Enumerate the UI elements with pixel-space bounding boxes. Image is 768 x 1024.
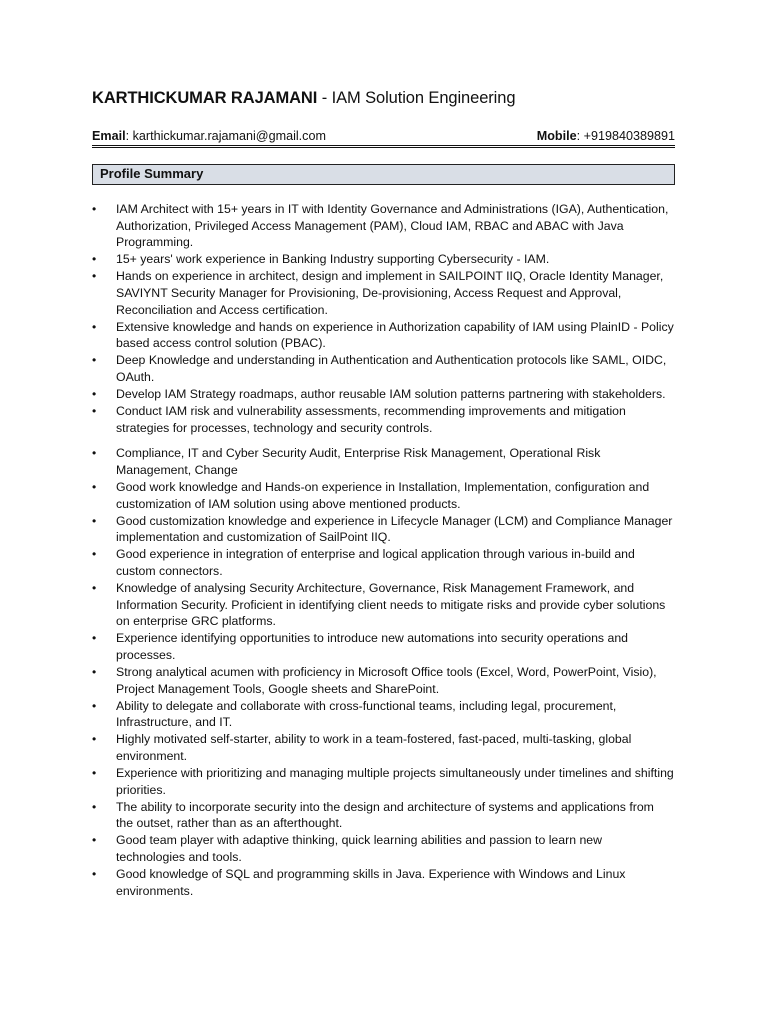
bullet-icon: • — [92, 698, 97, 713]
list-item-text: Knowledge of analysing Security Architecture, Governance, Risk Management Framework, and Information Security. Proficient in identifying client needs to mitigate risks and provide cyber solutions on enterprise GRC platforms. — [116, 581, 666, 629]
bullet-icon: • — [92, 867, 97, 882]
list-item — [92, 731, 682, 764]
candidate-role: IAM Solution Engineering — [331, 89, 516, 107]
list-item — [92, 698, 682, 731]
bullet-icon: • — [92, 353, 97, 368]
list-item — [92, 352, 682, 385]
section-title: Profile Summary — [100, 166, 204, 181]
mobile-field — [537, 129, 675, 143]
list-item — [92, 403, 682, 436]
bullet-icon: • — [92, 404, 97, 419]
list-item — [92, 630, 682, 663]
bullet-icon: • — [92, 631, 97, 646]
profile-summary-list — [92, 201, 682, 900]
list-item-text: Ability to delegate and collaborate with cross-functional teams, including legal, procurement, Infrastructure, and IT. — [116, 698, 617, 730]
bullet-icon: • — [92, 252, 97, 267]
bullet-icon: • — [92, 732, 97, 747]
resume-title — [92, 89, 515, 108]
bullet-icon: • — [92, 665, 97, 680]
candidate-name: KARTHICKUMAR RAJAMANI — [92, 89, 318, 107]
mobile-label: Mobile — [536, 129, 577, 143]
list-item-text: Good customization knowledge and experience in Lifecycle Manager (LCM) and Compliance Manager implementation and customization of SailPoint IIQ. — [116, 513, 673, 545]
list-item — [92, 765, 682, 798]
title-separator: - — [317, 89, 332, 107]
list-item-text: Compliance, IT and Cyber Security Audit, Enterprise Risk Management, Operational Risk Management, Change — [116, 446, 601, 477]
bullet-icon: • — [92, 547, 97, 562]
bullet-icon: • — [92, 319, 97, 334]
list-item — [92, 386, 682, 403]
list-item — [92, 799, 682, 832]
section-header-profile-summary — [92, 164, 675, 185]
header-divider — [92, 145, 675, 148]
list-item — [92, 832, 682, 865]
bullet-icon: • — [92, 513, 97, 528]
bullet-icon: • — [92, 269, 97, 284]
list-item — [92, 513, 682, 546]
list-item-text: Develop IAM Strategy roadmaps, author reusable IAM solution patterns partnering with stakeholders. — [116, 387, 666, 402]
bullet-icon: • — [92, 833, 97, 848]
bullet-icon: • — [92, 766, 97, 781]
list-item-text: Good work knowledge and Hands-on experience in Installation, Implementation, configuration and customization of IAM solution using above mentioned products. — [116, 480, 650, 511]
bullet-icon: • — [92, 446, 97, 461]
mobile-value: : +919840389891 — [576, 129, 675, 143]
list-item-text: The ability to incorporate security into the design and architecture of systems and applications from the outset, rather than as an afterthought. — [116, 799, 654, 831]
bullet-icon: • — [92, 202, 97, 216]
list-item — [92, 664, 682, 697]
list-item-text: Experience with prioritizing and managing multiple projects simultaneously under timelines and shifting priorities. — [116, 766, 674, 797]
list-item-text: Deep Knowledge and understanding in Authentication and Authentication protocols like SAML, OIDC, OAuth. — [116, 353, 667, 384]
list-item — [92, 479, 682, 512]
list-item — [92, 445, 682, 478]
list-item-text: Highly motivated self-starter, ability to work in a team-fostered, fast-paced, multi-tasking, global environment. — [116, 732, 632, 763]
list-item — [92, 580, 682, 630]
list-item — [92, 251, 682, 268]
list-item-text: Good knowledge of SQL and programming skills in Java. Experience with Windows and Linux environments. — [116, 867, 626, 898]
list-item — [92, 546, 682, 579]
list-item-text: 15+ years' work experience in Banking Industry supporting Cybersecurity - IAM. — [116, 252, 550, 267]
list-item — [92, 268, 682, 318]
list-item-text: Hands on experience in architect, design and implement in SAILPOINT IIQ, Oracle Identity Manager, SAVIYNT Security Manager for Provisioning, De-provisioning, Access Request and Approval, Reconciliation and Access certification. — [116, 269, 664, 317]
contact-row — [92, 129, 675, 145]
bullet-icon: • — [92, 581, 97, 596]
email-label: Email — [92, 129, 126, 143]
list-item-text: Good team player with adaptive thinking, quick learning abilities and passion to learn new technologies and tools. — [116, 833, 603, 865]
list-item-text: Experience identifying opportunities to introduce new automations into security operations and processes. — [116, 631, 628, 662]
email-value: : karthickumar.rajamani@gmail.com — [125, 129, 326, 143]
bullet-icon: • — [92, 387, 97, 402]
list-item — [92, 866, 682, 899]
list-item-text: Strong analytical acumen with proficiency in Microsoft Office tools (Excel, Word, PowerPoint, Visio), Project Management Tools, Google sheets and SharePoint. — [116, 665, 657, 696]
email-field — [92, 129, 326, 143]
list-item-text: Good experience in integration of enterprise and logical application through various in-build and custom connectors. — [116, 547, 635, 578]
list-item — [92, 319, 682, 352]
bullet-icon: • — [92, 799, 97, 814]
list-item-text: Extensive knowledge and hands on experience in Authorization capability of IAM using PlainID - Policy based access control solution (PBAC). — [116, 319, 674, 351]
list-item-text: IAM Architect with 15+ years in IT with Identity Governance and Administrations (IGA), Authentication, Authorization, Privileged Access Management (PAM), Cloud IAM, RBAC and ABAC with Java Programming. — [116, 202, 669, 250]
list-item — [92, 201, 682, 251]
bullet-icon: • — [92, 480, 97, 494]
list-item-text: Conduct IAM risk and vulnerability assessments, recommending improvements and mitigation strategies for processes, technology and security controls. — [116, 404, 626, 435]
